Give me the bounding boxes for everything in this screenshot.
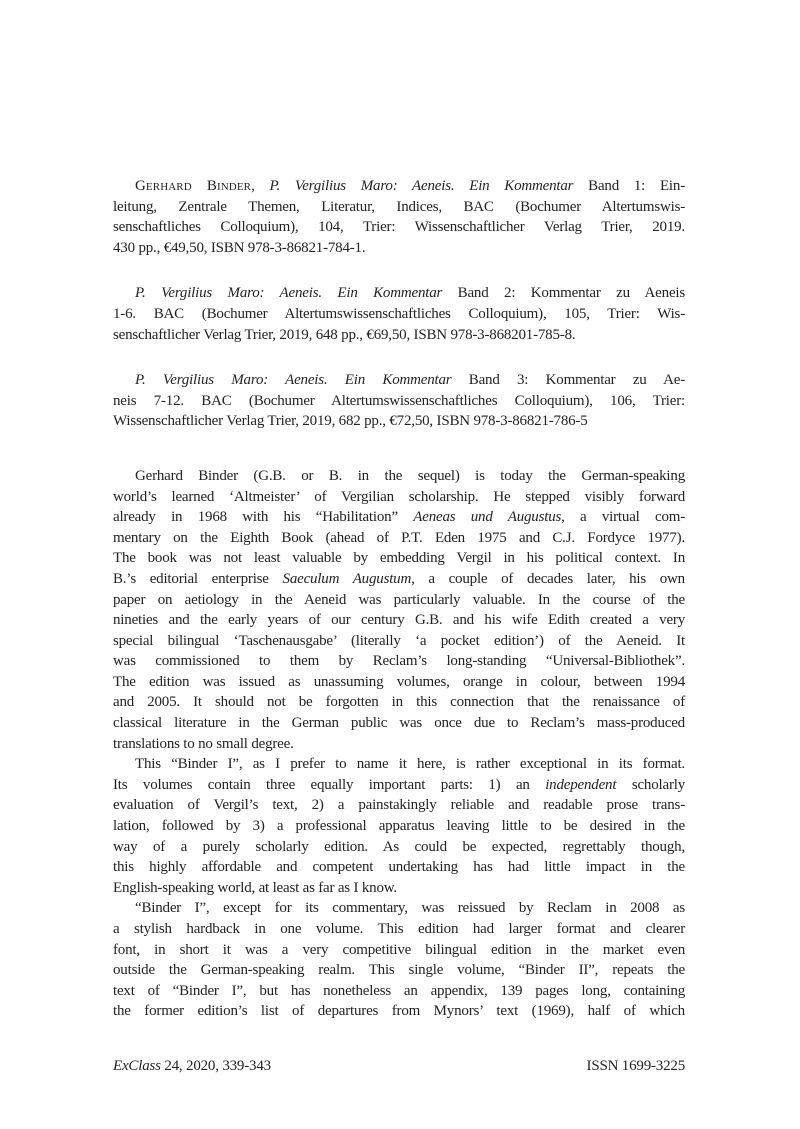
text-run: neis 7-12. BAC (Bochumer Altertumswissenschaftliches Colloquium), 106, Trier: bbox=[113, 392, 685, 409]
text-run: mentary on the Eighth Book (ahead of P.T. Eden 1975 and C.J. Fordyce 1977). bbox=[113, 529, 685, 546]
text-run: The edition was issued as unassuming volumes, orange in colour, between 1994 bbox=[113, 673, 685, 690]
text-line bbox=[113, 919, 685, 940]
text-run: evaluation of Vergil’s text, 2) a painstakingly reliable and readable prose trans- bbox=[113, 797, 685, 814]
italic-run: Aeneas und Augustus bbox=[413, 509, 562, 526]
text-run: , bbox=[251, 178, 270, 194]
text-run: outside the German-speaking realm. This single volume, “Binder II”, repeats the bbox=[113, 962, 685, 979]
bibliography-entry bbox=[113, 176, 685, 258]
text-run: B.’s editorial enterprise bbox=[113, 570, 283, 587]
italic-run: P. Vergilius Maro: Aeneis. Ein Kommentar bbox=[135, 285, 443, 302]
text-run: scholarly bbox=[616, 776, 686, 793]
text-run: 430 pp., €49,50, ISBN 978-3-86821-784-1. bbox=[113, 239, 366, 256]
text-run: Band 3: Kommentar zu Ae- bbox=[451, 372, 686, 389]
text-run: Its volumes contain three equally important parts: 1) an bbox=[113, 776, 546, 793]
text-line bbox=[113, 754, 685, 775]
text-line bbox=[113, 548, 685, 569]
italic-run: independent bbox=[545, 776, 617, 793]
text-run: “Binder I”, except for its commentary, was reissued by Reclam in 2008 as bbox=[135, 900, 685, 917]
text-run: special bilingual ‘Taschenausgabe’ (literally ‘a pocket edition’) of the Aeneid. It bbox=[113, 632, 685, 649]
body-paragraph bbox=[113, 898, 685, 1022]
text-line bbox=[113, 960, 685, 981]
text-run: the former edition’s list of departures from Mynors’ text (1969), half of which bbox=[113, 1003, 685, 1020]
text-line bbox=[113, 569, 685, 590]
text-run: senschaftliches Colloquium), 104, Trier: Wissenschaftlicher Verlag Trier, 2019. bbox=[113, 219, 685, 236]
text-run: a couple of decades later, his own bbox=[414, 570, 685, 587]
text-line bbox=[113, 283, 685, 304]
text-run: paper on aetiology in the Aeneid was particularly valuable. In the course of the bbox=[113, 591, 685, 608]
issn-number: ISSN 1699-3225 bbox=[586, 1058, 685, 1074]
text-line bbox=[113, 528, 685, 549]
text-line bbox=[113, 1001, 685, 1022]
text-line bbox=[113, 795, 685, 816]
text-block bbox=[113, 176, 685, 1022]
text-line bbox=[113, 610, 685, 631]
text-line bbox=[113, 775, 685, 796]
text-run: was commissioned to them by Reclam’s long-standing “Universal-Bibliothek”. bbox=[113, 653, 685, 670]
text-line bbox=[113, 466, 685, 487]
text-run: English-speaking world, at least as far as I know. bbox=[113, 879, 397, 896]
text-line bbox=[113, 816, 685, 837]
text-line bbox=[113, 981, 685, 1002]
text-line bbox=[113, 631, 685, 652]
journal-citation bbox=[113, 1056, 271, 1077]
text-run: classical literature in the German public was once due to Reclam’s mass-produced bbox=[113, 715, 685, 732]
text-line bbox=[113, 176, 685, 197]
text-line bbox=[113, 837, 685, 858]
text-line bbox=[113, 940, 685, 961]
bibliography-entry bbox=[113, 283, 685, 345]
text-line bbox=[113, 304, 685, 325]
text-line bbox=[113, 857, 685, 878]
text-run: world’s learned ‘Altmeister’ of Vergilian scholarship. He stepped visibly forward bbox=[113, 488, 685, 505]
text-line bbox=[113, 590, 685, 611]
text-line bbox=[113, 217, 685, 238]
text-run: Band 2: Kommentar zu Aeneis bbox=[442, 285, 686, 302]
text-run: , a virtual com- bbox=[561, 509, 686, 526]
text-run: Band 1: Ein- bbox=[573, 178, 685, 194]
text-run: This “Binder I”, as I prefer to name it here, is rather exceptional in its format. bbox=[135, 756, 685, 773]
bibliography-entry bbox=[113, 370, 685, 432]
text-run: 24, 2020, 339-343 bbox=[160, 1058, 271, 1074]
bibliography-section bbox=[113, 176, 685, 432]
text-run: a stylish hardback in one volume. This edition had larger format and clearer bbox=[113, 921, 685, 937]
text-run: text of “Binder I”, but has nonetheless an appendix, 139 pages long, containing bbox=[113, 982, 685, 999]
text-run: leitung, Zentrale Themen, Literatur, Indices, BAC (Bochumer Altertumswis- bbox=[113, 198, 685, 215]
text-run: 1-6. BAC (Bochumer Altertumswissenschaftliches Colloquium), 105, Trier: Wis- bbox=[113, 305, 685, 322]
text-line bbox=[113, 898, 685, 919]
review-body-section bbox=[113, 466, 685, 1022]
text-line bbox=[113, 651, 685, 672]
text-line bbox=[113, 713, 685, 734]
italic-run: P. Vergilius Maro: Aeneis. Ein Kommentar bbox=[135, 372, 452, 389]
text-line bbox=[113, 197, 685, 218]
text-run: senschaftlicher Verlag Trier, 2019, 648 pp., €69,50, ISBN 978-3-868201-785-8. bbox=[113, 326, 576, 343]
text-line bbox=[113, 507, 685, 528]
italic-run: Saeculum Augustum, bbox=[282, 570, 415, 587]
text-run: translations to no small degree. bbox=[113, 735, 294, 752]
text-run: lation, followed by 3) a professional apparatus leaving little to be desired in the bbox=[113, 818, 685, 835]
text-line bbox=[113, 734, 685, 755]
text-run: this highly affordable and competent undertaking has had little impact in the bbox=[113, 859, 685, 876]
text-run: Gerhard Binder (G.B. or B. in the sequel) is today the German-speaking bbox=[135, 467, 685, 484]
text-run: and 2005. It should not be forgotten in this connection that the renaissance of bbox=[113, 694, 685, 711]
text-run: font, in short it was a very competitive bilingual edition in the market even bbox=[113, 941, 685, 958]
text-line bbox=[113, 370, 685, 391]
text-run: The book was not least valuable by embedding Vergil in his political context. In bbox=[113, 550, 685, 567]
text-line bbox=[113, 878, 685, 899]
text-line bbox=[113, 238, 685, 259]
page-footer bbox=[113, 1056, 685, 1077]
body-paragraph bbox=[113, 466, 685, 754]
text-line bbox=[113, 325, 685, 346]
text-line bbox=[113, 487, 685, 508]
text-run: nineties and the early years of our century G.B. and his wife Edith created a very bbox=[113, 612, 685, 629]
text-line bbox=[113, 411, 685, 432]
italic-run: P. Vergilius Maro: Aeneis. Ein Kommentar bbox=[269, 178, 574, 194]
smallcaps-run: Gerhard Binder bbox=[135, 178, 252, 194]
text-line bbox=[113, 391, 685, 412]
italic-run: ExClass bbox=[113, 1058, 161, 1074]
body-paragraph bbox=[113, 754, 685, 898]
text-run: way of a purely scholarly edition. As could be expected, regrettably though, bbox=[113, 838, 685, 855]
text-run: Wissenschaftlicher Verlag Trier, 2019, 682 pp., €72,50, ISBN 978-3-86821-786-5 bbox=[113, 413, 588, 430]
text-line bbox=[113, 692, 685, 713]
text-run: already in 1968 with his “Habilitation” bbox=[113, 509, 414, 526]
text-line bbox=[113, 672, 685, 693]
